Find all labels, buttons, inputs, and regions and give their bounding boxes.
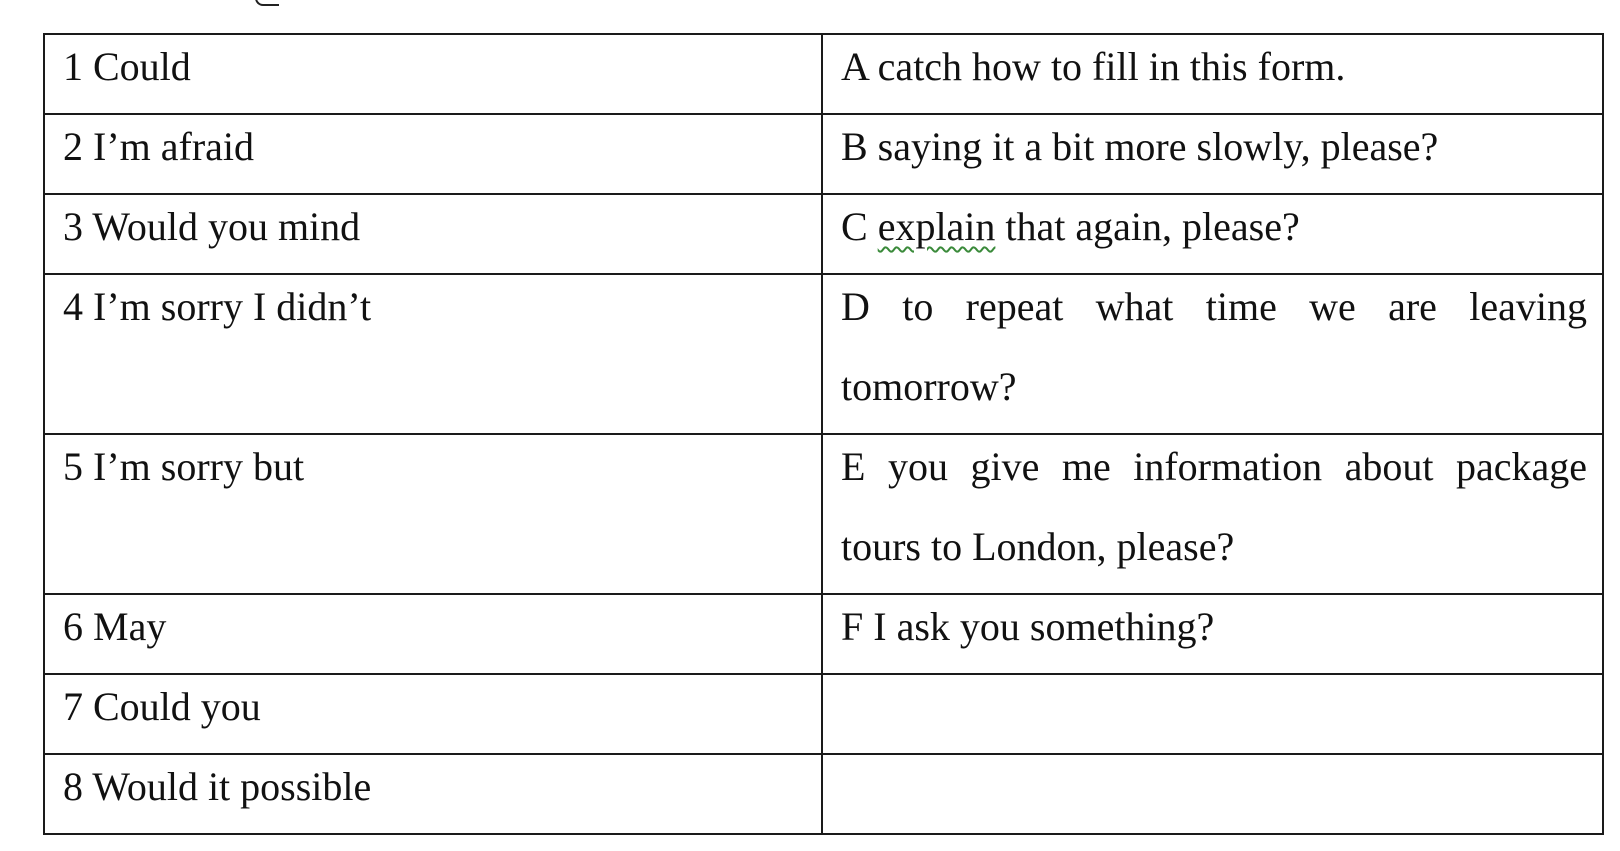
- table-row: [44, 434, 1603, 594]
- sentence-start-cell: [44, 594, 822, 674]
- sentence-start-cell: [44, 754, 822, 834]
- sentence-ending-cell: [822, 34, 1603, 114]
- sentence-ending-text: B saying it a bit more slowly, please?: [841, 124, 1439, 169]
- sentence-start-cell: [44, 434, 822, 594]
- sentence-ending-text: [841, 187, 1587, 267]
- matching-table: [43, 33, 1604, 835]
- sentence-start-text: 2 I’m afraid: [63, 124, 255, 169]
- table-row: [44, 114, 1603, 194]
- sentence-ending-text: D to repeat what time we are leaving tomorrow?: [841, 284, 1587, 409]
- sentence-start-cell: [44, 34, 822, 114]
- sentence-start-text: 8 Would it possible: [63, 764, 372, 809]
- table-row: [44, 594, 1603, 674]
- sentence-ending-cell: [822, 194, 1603, 274]
- sentence-start-text: 1 Could: [63, 44, 191, 89]
- sentence-ending-cell: [822, 114, 1603, 194]
- sentence-ending-prefix: C: [841, 204, 878, 249]
- sentence-start-text: 4 I’m sorry I didn’t: [63, 284, 372, 329]
- cropped-text-fragment: [255, 0, 279, 6]
- sentence-start-cell: [44, 114, 822, 194]
- sentence-ending-cell: [822, 594, 1603, 674]
- sentence-start-text: 3 Would you mind: [63, 204, 361, 249]
- sentence-start-cell: [44, 274, 822, 434]
- sentence-ending-cell: [822, 434, 1603, 594]
- table-row: [44, 674, 1603, 754]
- sentence-start-text: 5 I’m sorry but: [63, 444, 305, 489]
- sentence-ending-suffix: that again, please?: [995, 204, 1300, 249]
- sentence-start-cell: [44, 194, 822, 274]
- sentence-ending-cell: [822, 274, 1603, 434]
- sentence-ending-cell-empty: [822, 754, 1603, 834]
- sentence-ending-text: E you give me information about package tours to London, please?: [841, 444, 1587, 569]
- table-row: [44, 34, 1603, 114]
- sentence-ending-cell-empty: [822, 674, 1603, 754]
- table-row: [44, 274, 1603, 434]
- table-row: [44, 194, 1603, 274]
- sentence-start-text: 7 Could you: [63, 684, 261, 729]
- sentence-start-cell: [44, 674, 822, 754]
- spellcheck-underlined-word: explain: [877, 204, 996, 249]
- sentence-ending-text: F I ask you something?: [841, 604, 1215, 649]
- sentence-ending-text: A catch how to fill in this form.: [841, 44, 1346, 89]
- table-row: [44, 754, 1603, 834]
- sentence-start-text: 6 May: [63, 604, 167, 649]
